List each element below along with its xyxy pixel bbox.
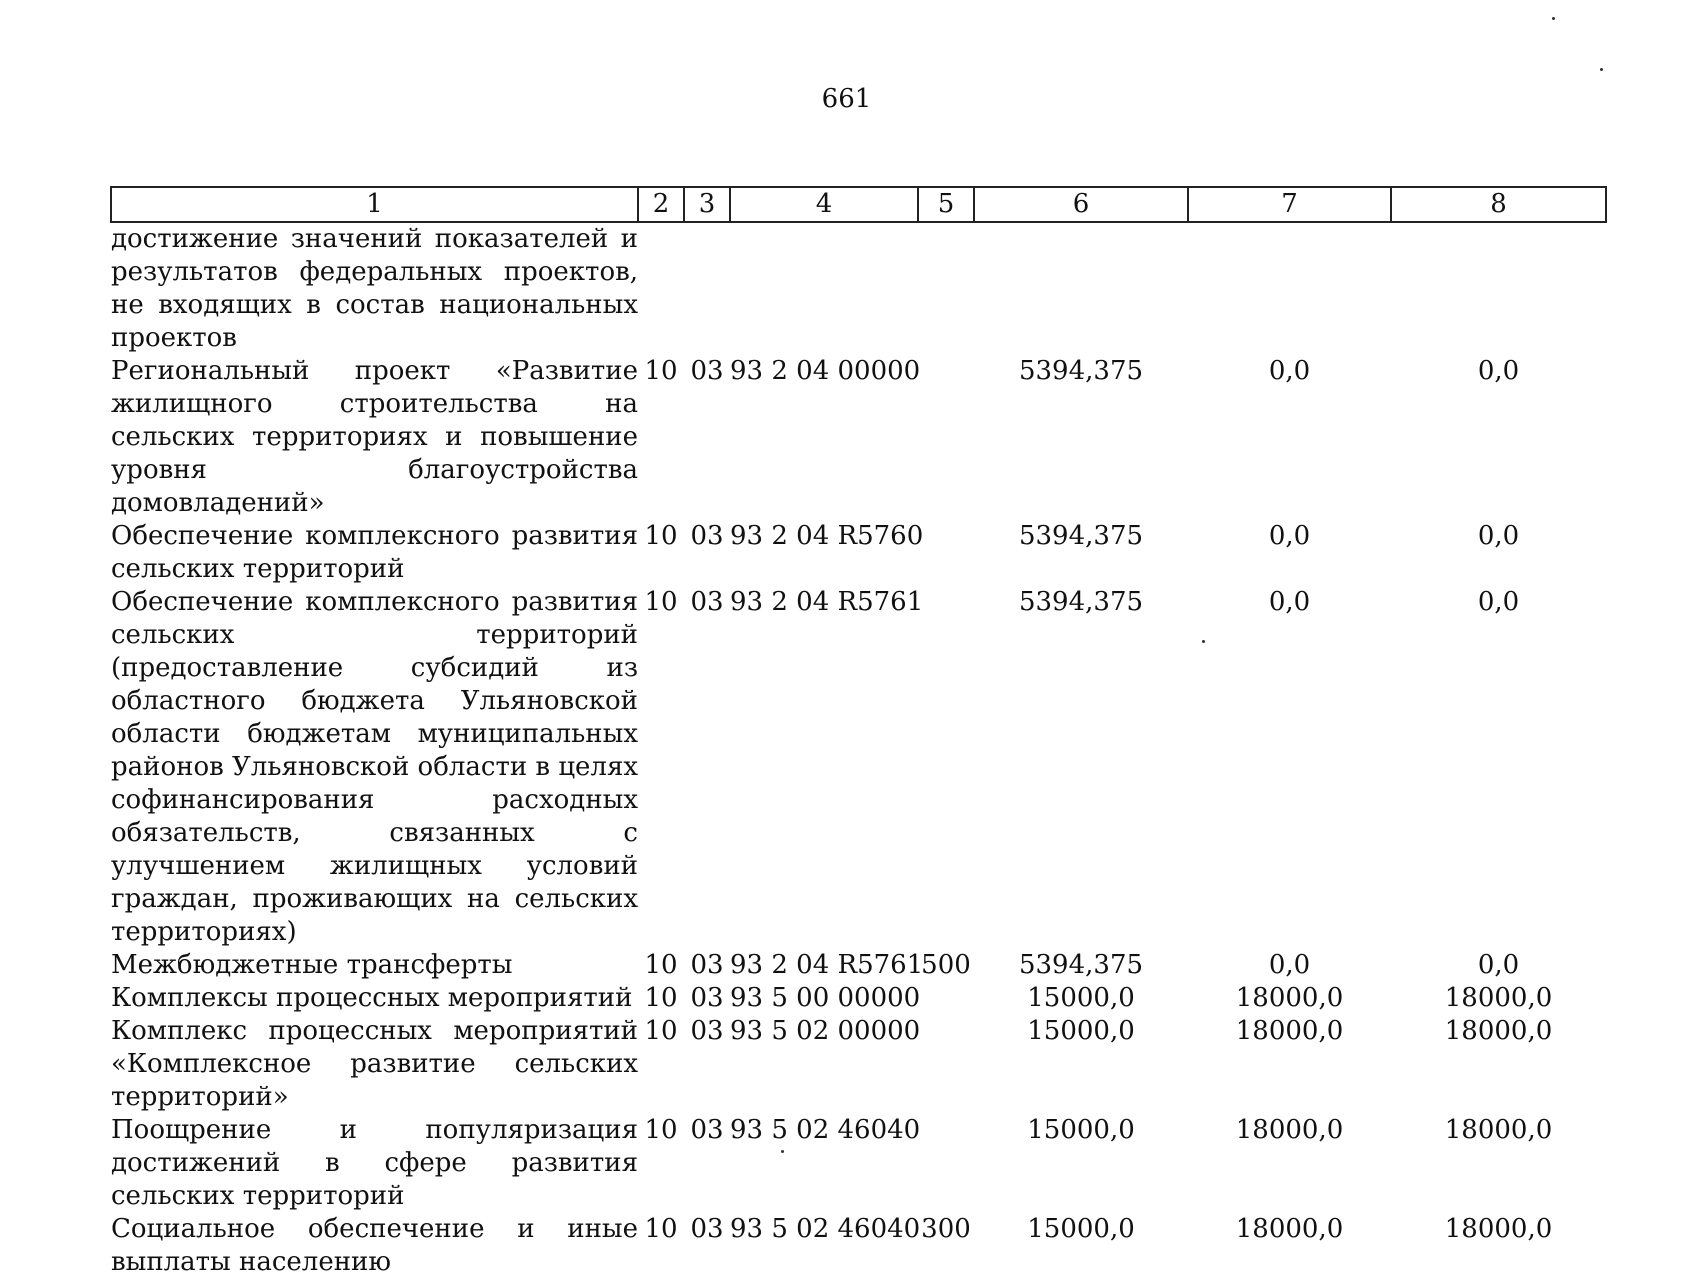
row-amount-2: 18000,0 xyxy=(1235,1115,1344,1145)
row-target-code: 93 5 02 46040 xyxy=(730,1214,921,1244)
row-amount-2: 0,0 xyxy=(1268,521,1311,551)
row-expense-type xyxy=(918,520,974,586)
scan-speck xyxy=(781,1150,784,1153)
row-expense-type xyxy=(918,1015,974,1114)
row-amount-3: 18000,0 xyxy=(1444,1115,1553,1145)
row-section: 10 xyxy=(644,1115,678,1145)
row-target-code: 93 5 02 00000 xyxy=(730,1016,921,1046)
row-target-code: 93 5 02 46040 xyxy=(730,1115,921,1145)
budget-table xyxy=(110,186,1607,1279)
row-expense-type: 300 xyxy=(921,1214,971,1244)
row-amount-3: 0,0 xyxy=(1477,950,1520,980)
table-row xyxy=(111,982,1606,1015)
row-amount-2 xyxy=(1188,222,1391,355)
scan-speck xyxy=(1202,640,1205,643)
row-name: Обеспечение комплексного развития сельских территорий xyxy=(111,521,638,584)
row-subsection: 03 xyxy=(690,983,724,1013)
row-subsection: 03 xyxy=(690,1115,724,1145)
row-amount-3: 0,0 xyxy=(1477,356,1520,386)
column-header: 3 xyxy=(684,187,730,222)
row-amount-3: 18000,0 xyxy=(1444,983,1553,1013)
row-expense-type xyxy=(918,222,974,355)
row-subsection: 03 xyxy=(690,587,724,617)
row-subsection: 03 xyxy=(690,356,724,386)
row-expense-type: 500 xyxy=(921,950,971,980)
row-amount-1: 15000,0 xyxy=(1027,1016,1135,1046)
row-name: Обеспечение комплексного развития сельских территорий (предоставление субсидий из областного бюджета Ульяновской области бюджетам муниципальных районов Ульяновской области в целях софинансирования расходных обязательств, связанных с улучшением жилищных условий граждан, проживающих на сельских территориях) xyxy=(111,587,639,947)
scan-speck xyxy=(1552,17,1555,20)
row-subsection: 03 xyxy=(690,950,724,980)
row-section: 10 xyxy=(644,521,678,551)
row-target-code: 93 2 04 R5761 xyxy=(730,587,924,617)
row-amount-3 xyxy=(1391,222,1606,355)
column-number-row xyxy=(111,187,1606,222)
table-row xyxy=(111,1213,1606,1279)
row-subsection: 03 xyxy=(690,521,724,551)
column-header: 4 xyxy=(730,187,918,222)
row-name: Межбюджетные трансферты xyxy=(111,950,513,980)
row-amount-1: 5394,375 xyxy=(1018,356,1144,386)
row-amount-1: 5394,375 xyxy=(1018,521,1144,551)
column-header: 2 xyxy=(638,187,684,222)
table-row xyxy=(111,222,1606,355)
row-name: Комплексы процессных мероприятий xyxy=(111,983,633,1013)
table-row xyxy=(111,949,1606,982)
row-name: Региональный проект «Развитие жилищного строительства на сельских территориях и повышение уровня благоустройства домовладений» xyxy=(111,356,638,518)
row-target-code: 93 2 04 00000 xyxy=(730,356,921,386)
page-number: 661 xyxy=(821,84,872,114)
row-expense-type xyxy=(918,355,974,520)
row-amount-1 xyxy=(974,222,1188,355)
row-amount-3: 0,0 xyxy=(1477,587,1520,617)
row-amount-2: 0,0 xyxy=(1268,950,1311,980)
row-subsection xyxy=(684,222,730,355)
row-target-code xyxy=(730,222,918,355)
row-section: 10 xyxy=(644,1214,678,1244)
row-amount-3: 0,0 xyxy=(1477,521,1520,551)
column-header: 7 xyxy=(1188,187,1391,222)
row-expense-type xyxy=(918,1114,974,1213)
row-expense-type xyxy=(918,586,974,949)
row-amount-1: 15000,0 xyxy=(1027,1115,1135,1145)
row-name: Поощрение и популяризация достижений в сфере развития сельских территорий xyxy=(111,1115,638,1211)
row-subsection: 03 xyxy=(690,1214,724,1244)
row-amount-1: 5394,375 xyxy=(1018,587,1144,617)
row-section: 10 xyxy=(644,1016,678,1046)
row-amount-3: 18000,0 xyxy=(1444,1214,1553,1244)
table-row xyxy=(111,520,1606,586)
table-row xyxy=(111,355,1606,520)
scan-speck xyxy=(1600,68,1603,71)
row-expense-type xyxy=(918,982,974,1015)
column-header: 5 xyxy=(918,187,974,222)
row-amount-2: 18000,0 xyxy=(1235,983,1344,1013)
table-row xyxy=(111,586,1606,949)
row-section xyxy=(638,222,684,355)
row-section: 10 xyxy=(644,356,678,386)
row-subsection: 03 xyxy=(690,1016,724,1046)
row-amount-2: 18000,0 xyxy=(1235,1214,1344,1244)
row-amount-1: 15000,0 xyxy=(1027,1214,1135,1244)
row-amount-3: 18000,0 xyxy=(1444,1016,1553,1046)
row-target-code: 93 2 04 R5761 xyxy=(730,950,924,980)
table-row xyxy=(111,1114,1606,1213)
row-amount-1: 15000,0 xyxy=(1027,983,1135,1013)
row-target-code: 93 5 00 00000 xyxy=(730,983,921,1013)
row-name: Комплекс процессных мероприятий «Комплексное развитие сельских территорий» xyxy=(111,1016,638,1112)
row-name: достижение значений показателей и результатов федеральных проектов, не входящих в состав национальных проектов xyxy=(111,224,638,353)
column-header: 1 xyxy=(111,187,638,222)
column-header: 6 xyxy=(974,187,1188,222)
row-amount-1: 5394,375 xyxy=(1018,950,1144,980)
row-target-code: 93 2 04 R5760 xyxy=(730,521,924,551)
row-section: 10 xyxy=(644,950,678,980)
column-header: 8 xyxy=(1391,187,1606,222)
table-row xyxy=(111,1015,1606,1114)
row-amount-2: 0,0 xyxy=(1268,587,1311,617)
row-amount-2: 18000,0 xyxy=(1235,1016,1344,1046)
row-section: 10 xyxy=(644,983,678,1013)
row-amount-2: 0,0 xyxy=(1268,356,1311,386)
row-section: 10 xyxy=(644,587,678,617)
row-name: Социальное обеспечение и иные выплаты населению xyxy=(111,1214,638,1277)
